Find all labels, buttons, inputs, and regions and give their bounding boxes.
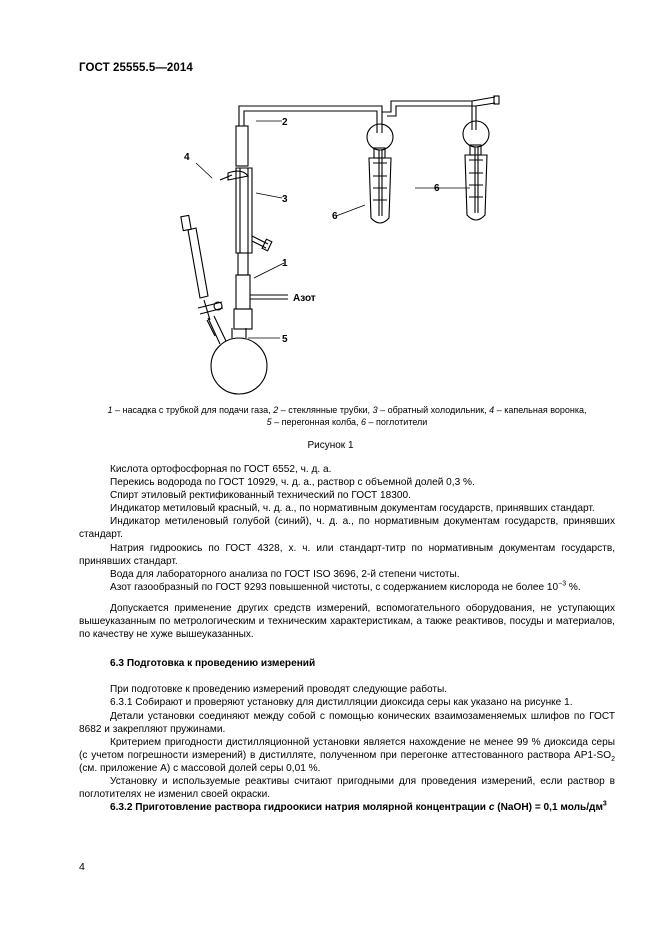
paragraph: 6.3.1 Собирают и проверяют установку для дистилляции диоксида серы как указано на рисунке 1. [110, 697, 573, 709]
paragraph: Установку и используемые реактивы считают пригодными для проведения измерений, если раствор в поглотителях не изменил своей окраски. [79, 775, 615, 801]
paragraph: Спирт этиловый ректификованный технический по ГОСТ 18300. [110, 490, 411, 502]
paragraph: Индикатор метиловый красный, ч. д. а., по нормативным документам государств, принявших стандарт. [110, 503, 595, 515]
apparatus-drawing [160, 88, 540, 398]
page-number: 4 [79, 861, 85, 873]
body-text [79, 463, 615, 814]
paragraph: Азот газообразный по ГОСТ 9293 повышенной чистоты, с содержанием кислорода не более $10^{-3}$ %. [110, 580, 581, 593]
document-header: ГОСТ 25555.5—2014 [79, 62, 193, 74]
figure-caption: 1 – насадка с трубкой для подачи газа, 2 – стеклянные трубки, 3 – обратный холодильник, 4 – капельная воронка, 5 – перегонная колба, 6 – поглотители [107, 405, 587, 427]
label-1: 1 [282, 258, 288, 269]
paragraph: Вода для лабораторного анализа по ГОСТ ISO 3696, 2-й степени чистоты. [110, 568, 460, 580]
section-heading: 6.3 Подготовка к проведению измерений [110, 658, 316, 670]
paragraph: Допускается применение других средств измерений, вспомогательного оборудования, не уступающих вышеуказанным по метрологическим и техническим характеристикам, а также реактивов, посуды и материалов, по качеству не хуже вышеуказанных. [79, 602, 615, 641]
paragraph: Натрия гидроокись по ГОСТ 4328, х. ч. или стандарт-титр по нормативным документам государств, принявших стандарт. [79, 542, 615, 567]
paragraph: Перекись водорода по ГОСТ 10929, ч. д. а., раствор с объемной долей 0,3 %. [110, 477, 475, 489]
paragraph: Детали установки соединяют между собой с помощью конических взаимозаменяемых шлифов по ГОСТ 8682 и закрепляют пружинами. [79, 710, 615, 735]
paragraph: Кислота ортофосфорная по ГОСТ 6552, ч. д. а. [110, 464, 332, 475]
label-6-right: 6 [434, 183, 440, 194]
distillation-apparatus-figure [160, 88, 540, 398]
label-4: 4 [184, 152, 190, 163]
label-nitrogen: Азот [293, 293, 316, 304]
figure-title: Рисунок 1 [307, 440, 354, 451]
paragraph: При подготовке к проведению измерений проводят следующие работы. [110, 684, 448, 696]
label-6-left: 6 [332, 211, 338, 222]
subsection-heading: 6.3.2 Приготовление раствора гидроокиси натрия молярной концентрации с (NaOH) = 0,1 моль/$дм^3$ [110, 800, 607, 814]
paragraph: Индикатор метиленовый голубой (синий), ч. д. а., по нормативным документам государств, принявших стандарт. [79, 516, 615, 541]
label-3: 3 [282, 194, 288, 205]
label-2: 2 [282, 117, 288, 128]
label-5: 5 [282, 334, 288, 345]
paragraph: Критерием пригодности дистилляционной установки является нахождение не менее 99 % диоксида серы (с учетом погрешности измерений) в дистилляте, полученном при перегонке аттестованного раствора $АР1-SO_2$ (см. приложение А) с массовой долей серы 0,01 %. [79, 736, 615, 774]
